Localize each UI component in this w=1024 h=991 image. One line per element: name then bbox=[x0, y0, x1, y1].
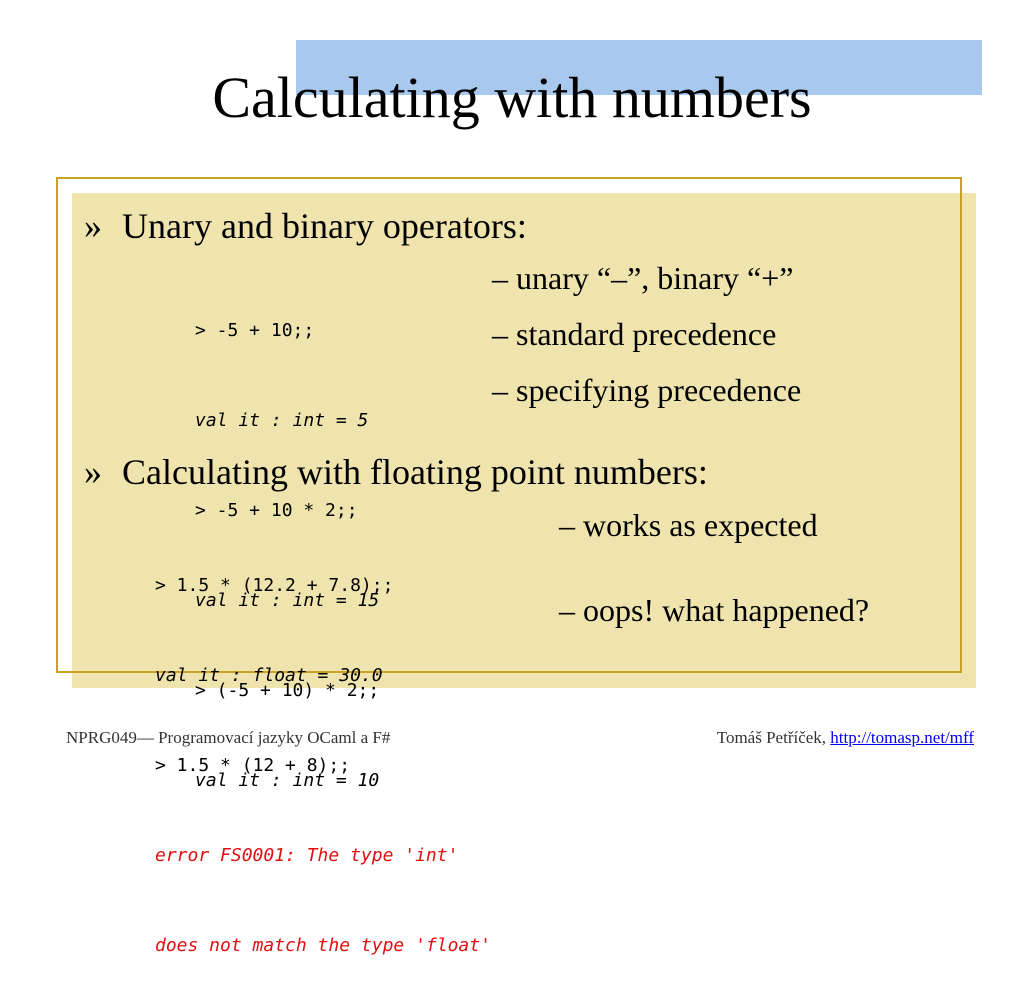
note-unary-binary: – unary “–”, binary “+” bbox=[492, 260, 794, 296]
footer-author-block bbox=[717, 726, 974, 750]
note-standard-precedence: – standard precedence bbox=[492, 316, 777, 352]
note-specifying-precedence: – specifying precedence bbox=[492, 372, 802, 408]
note-oops: – oops! what happened? bbox=[559, 592, 870, 628]
code-line-input: > (-5 + 10) * 2;; bbox=[195, 680, 380, 701]
code-line-input: > -5 + 10 * 2;; bbox=[195, 500, 358, 521]
footer-course: NPRG049— Programovací jazyky OCaml a F# bbox=[66, 728, 391, 747]
slide-title: Calculating with numbers bbox=[212, 65, 812, 130]
bullet-heading-operators: Unary and binary operators: bbox=[122, 206, 527, 246]
note-works-as-expected: – works as expected bbox=[559, 507, 818, 543]
code-line-input: > 1.5 * (12 + 8);; bbox=[155, 755, 351, 776]
code-line-output: val it : int = 5 bbox=[195, 410, 369, 431]
code-line-input: > 1.5 * (12.2 + 7.8);; bbox=[155, 575, 394, 596]
code-block-floating bbox=[155, 511, 491, 991]
code-line-error: does not match the type 'float' bbox=[155, 935, 491, 956]
footer-author: Tomáš Petříček, bbox=[716, 728, 827, 747]
code-line-error: error FS0001: The type 'int' bbox=[155, 845, 459, 866]
bullet-floating-point bbox=[84, 450, 708, 494]
code-line-input: > -5 + 10;; bbox=[195, 320, 315, 341]
bullet-heading-floating: Calculating with floating point numbers: bbox=[122, 452, 708, 492]
code-line-output: val it : float = 30.0 bbox=[155, 665, 383, 686]
code-line-output: val it : int = 15 bbox=[195, 590, 380, 611]
bullet-marker: » bbox=[84, 452, 102, 492]
footer-link[interactable]: http://tomasp.net/mff bbox=[830, 728, 974, 747]
bullet-unary-binary bbox=[84, 204, 527, 248]
code-line-output: val it : int = 10 bbox=[195, 770, 380, 791]
bullet-marker: » bbox=[84, 206, 102, 246]
